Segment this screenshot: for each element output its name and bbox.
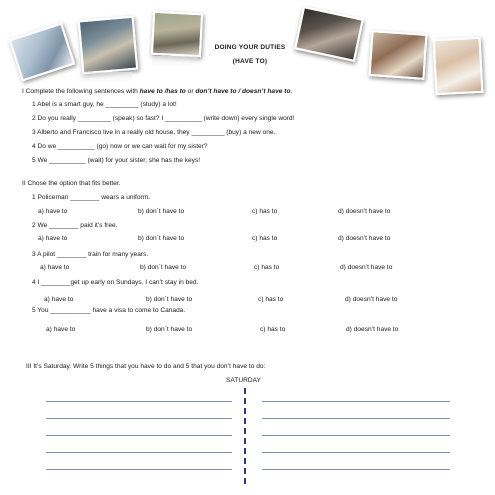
have-to-line-1[interactable]: [46, 401, 232, 402]
q2-option-d: d) doesn’t have to: [338, 235, 391, 242]
q4-option-c: c) has to: [258, 296, 284, 303]
dont-have-to-line-5[interactable]: [262, 469, 450, 470]
q5-option-c: c) has to: [260, 326, 286, 333]
exercise1-item-4: 4 Do we __________ (go) now or we can wait for my sister?: [32, 143, 208, 150]
q5-option-d: d) doesn’t have to: [346, 326, 399, 333]
q5-option-b: b) don´t have to: [146, 326, 193, 333]
section2-instruction: II Chose the option that fits better.: [22, 180, 121, 187]
saturday-heading: SATURDAY: [226, 377, 261, 384]
photo-2-reflection: [80, 72, 132, 82]
exercise1-item-3: 3 Alberto and Francisco live in a really old house, they _________ (buy) a new one.: [32, 129, 276, 136]
photo-6: [433, 37, 484, 95]
question-4: 4 I ________get up early on Sundays. I can’t stay in bed.: [32, 279, 199, 286]
question-2: 2 We ________ paid it’s free.: [32, 222, 118, 229]
dont-have-to-line-4[interactable]: [262, 452, 450, 453]
question-5: 5 You ___________ have a visa to come to Canada.: [32, 307, 186, 314]
q3-option-c: c) has to: [254, 264, 280, 271]
q1-option-b: b) don´t have to: [138, 208, 185, 215]
exercise1-item-2: 2 Do you really _________ (speak) so fast? I __________ (write down) every single word!: [32, 115, 295, 122]
q2-option-c: c) has to: [252, 235, 278, 242]
q2-option-b: b) don´t have to: [138, 235, 185, 242]
photo-5: [368, 30, 427, 80]
q1-option-a: a) have to: [38, 208, 68, 215]
instruction-text: I Complete the following sentences with: [22, 88, 140, 95]
photo-1: [9, 22, 76, 81]
question-3: 3 A pilot ________ train for many years.: [32, 251, 149, 258]
q3-option-d: d) doesn’t have to: [340, 264, 393, 271]
q2-option-a: a) have to: [38, 235, 68, 242]
have-to-line-4[interactable]: [46, 452, 232, 453]
q3-option-a: a) have to: [40, 264, 70, 271]
dont-have-to-line-3[interactable]: [262, 435, 450, 436]
q4-option-a: a) have to: [44, 296, 74, 303]
q5-option-a: a) have to: [46, 326, 76, 333]
q1-option-c: c) has to: [252, 208, 278, 215]
have-to-line-2[interactable]: [46, 418, 232, 419]
instruction-text: .: [290, 88, 293, 95]
question-1: 1 Policeman ________ wears a uniform.: [32, 194, 151, 201]
photo-4: [294, 6, 364, 62]
dont-have-to-line-2[interactable]: [262, 418, 450, 419]
column-divider: [244, 388, 246, 484]
worksheet-subtitle: (HAVE TO): [232, 58, 268, 65]
have-to-line-5[interactable]: [46, 469, 232, 470]
dont-have-to-line-1[interactable]: [262, 401, 450, 402]
photo-2: [78, 16, 138, 75]
q1-option-d: d) doesn’t have to: [338, 208, 391, 215]
section1-instruction: [22, 88, 292, 95]
q4-option-d: d) doesn’t have to: [345, 296, 398, 303]
worksheet-title: DOING YOUR DUTIES: [214, 44, 286, 51]
have-to-line-3[interactable]: [46, 435, 232, 436]
q4-option-b: b) don´t have to: [146, 296, 193, 303]
instruction-emphasis: have to /has to: [139, 88, 186, 95]
instruction-emphasis: don’t have to / doesn’t have to: [195, 88, 291, 95]
section3-instruction: III It’s Saturday. Write 5 things that you have to do and 5 that you don’t have to do:: [26, 363, 266, 370]
exercise1-item-5: 5 We __________ (wait) for your sister, she has the keys!: [32, 157, 201, 164]
q3-option-b: b) don´t have to: [140, 264, 187, 271]
instruction-text: or: [185, 88, 196, 95]
exercise1-item-1: 1 Abel is a smart guy, he _________ (study) a lot!: [32, 101, 177, 108]
